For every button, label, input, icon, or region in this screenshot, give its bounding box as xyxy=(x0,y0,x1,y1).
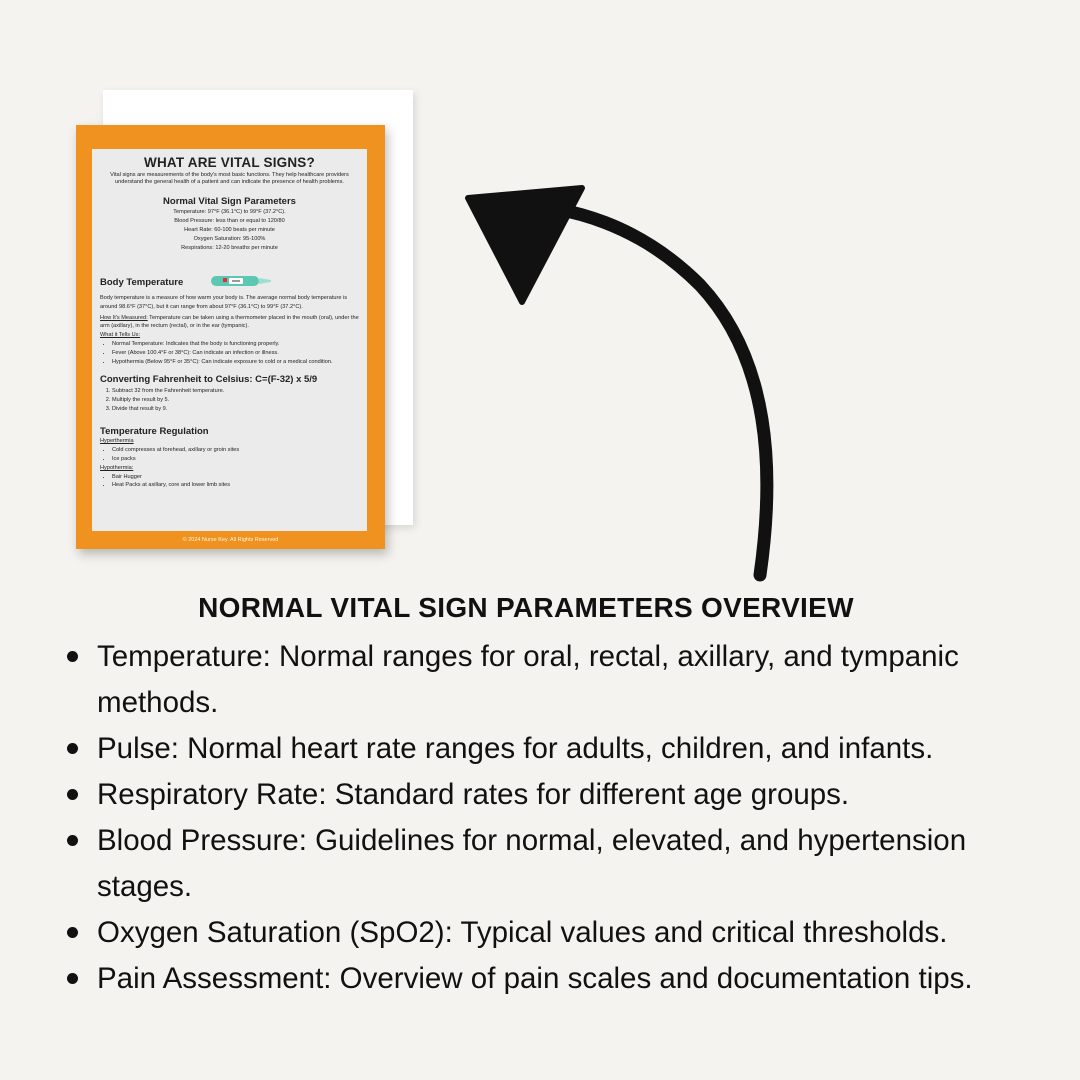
list-item: • Bair Hugger xyxy=(112,473,359,482)
list-item: • Ice packs xyxy=(112,455,359,464)
how-measured-label: How It's Measured: xyxy=(100,314,148,321)
tells-us-list xyxy=(100,340,359,366)
overview-item-text: Temperature: Normal ranges for oral, rectal, axillary, and tympanic methods. xyxy=(97,640,959,719)
hyperthermia-label: Hyperthermia xyxy=(100,438,134,445)
list-item: 3. Divide that result by 9. xyxy=(112,405,359,414)
thermometer-icon xyxy=(209,273,273,292)
overview-item-text: Pain Assessment: Overview of pain scales and documentation tips. xyxy=(97,962,973,995)
how-measured-text: Temperature can be taken using a thermometer placed in the mouth (oral), under the arm (axillary), in the rectum (rectal), or in the ear (tympanic). xyxy=(100,314,359,330)
list-item: • Heat Packs at axillary, core and lower limb sites xyxy=(112,481,359,490)
overview-item-text: Oxygen Saturation (SpO2): Typical values and critical thresholds. xyxy=(97,916,948,949)
tells-us-label: What it Tells Us: xyxy=(100,332,140,339)
document-preview xyxy=(76,125,385,549)
bullet-icon xyxy=(67,973,78,984)
body-temperature-paragraph: Body temperature is a measure of how warm your body is. The average normal body temperature is around 98.6°F (37°C), but it can range from about 97°F (36.1°C) to 99°F (37.2°C). xyxy=(100,295,348,310)
list-item: • Fever (Above 100.4°F or 38°C): Can indicate an infection or illness. xyxy=(112,349,359,358)
overview-item-text: Respiratory Rate: Standard rates for different age groups. xyxy=(97,778,850,811)
bullet-icon xyxy=(67,789,78,800)
list-item: 1. Subtract 32 from the Fahrenheit temperature. xyxy=(112,387,359,396)
overview-item-blood-pressure xyxy=(62,818,992,910)
list-item: • Hypothermia (Below 95°F or 35°C): Can indicate exposure to cold or a medical condition. xyxy=(112,358,359,367)
normal-params-heading: Normal Vital Sign Parameters xyxy=(163,196,296,207)
bullet-icon xyxy=(67,743,78,754)
bullet-icon xyxy=(67,651,78,662)
param-item: Temperature: 97°F (36.1°C) to 99°F (37.2°C). xyxy=(173,209,286,215)
overview-title: NORMAL VITAL SIGN PARAMETERS OVERVIEW xyxy=(198,592,854,623)
body-temperature-section xyxy=(100,273,359,292)
document-title: WHAT ARE VITAL SIGNS? xyxy=(144,155,315,170)
param-item: Respirations: 12-20 breaths per minute xyxy=(181,245,278,251)
param-item: Heart Rate: 60-100 beats per minute xyxy=(184,227,275,233)
document-content xyxy=(92,149,367,531)
hyperthermia-list xyxy=(100,446,359,464)
bullet-icon xyxy=(67,927,78,938)
document-footer: © 2024 Nurse Key. All Rights Reserved xyxy=(182,537,279,543)
bullet-icon xyxy=(67,835,78,846)
conversion-heading: Converting Fahrenheit to Celsius: C=(F-32) x 5/9 xyxy=(100,374,318,386)
param-item: Blood Pressure: less than or equal to 120/80 xyxy=(174,218,285,224)
document-intro: Vital signs are measurements of the body's most basic functions. They help healthcare providers understand the general health of a patient and can indicate the presence of health problems. xyxy=(110,172,349,185)
normal-params-list xyxy=(100,208,359,253)
how-measured xyxy=(100,314,359,332)
list-item: • Normal Temperature: Indicates that the body is functioning properly. xyxy=(112,340,359,349)
overview-item-pulse xyxy=(62,726,992,772)
overview-item-text: Blood Pressure: Guidelines for normal, elevated, and hypertension stages. xyxy=(97,824,967,903)
overview-list xyxy=(62,634,992,1002)
overview-item-respiratory-rate xyxy=(62,772,992,818)
overview-item-text: Pulse: Normal heart rate ranges for adults, children, and infants. xyxy=(97,732,934,765)
overview-item-oxygen-saturation xyxy=(62,910,992,956)
list-item: 2. Multiply the result by 5. xyxy=(112,396,359,405)
body-temperature-heading: Body Temperature xyxy=(100,277,184,288)
overview-item-pain-assessment xyxy=(62,956,992,1002)
hypothermia-list xyxy=(100,473,359,491)
param-item: Oxygen Saturation: 95-100% xyxy=(193,236,266,242)
regulation-heading: Temperature Regulation xyxy=(100,426,209,438)
list-item: • Cold compresses at forehead, axillary or groin sites xyxy=(112,446,359,455)
overview-item-temperature xyxy=(62,634,992,726)
hypothermia-label: Hypothermia: xyxy=(100,464,134,471)
conversion-steps xyxy=(100,387,359,414)
